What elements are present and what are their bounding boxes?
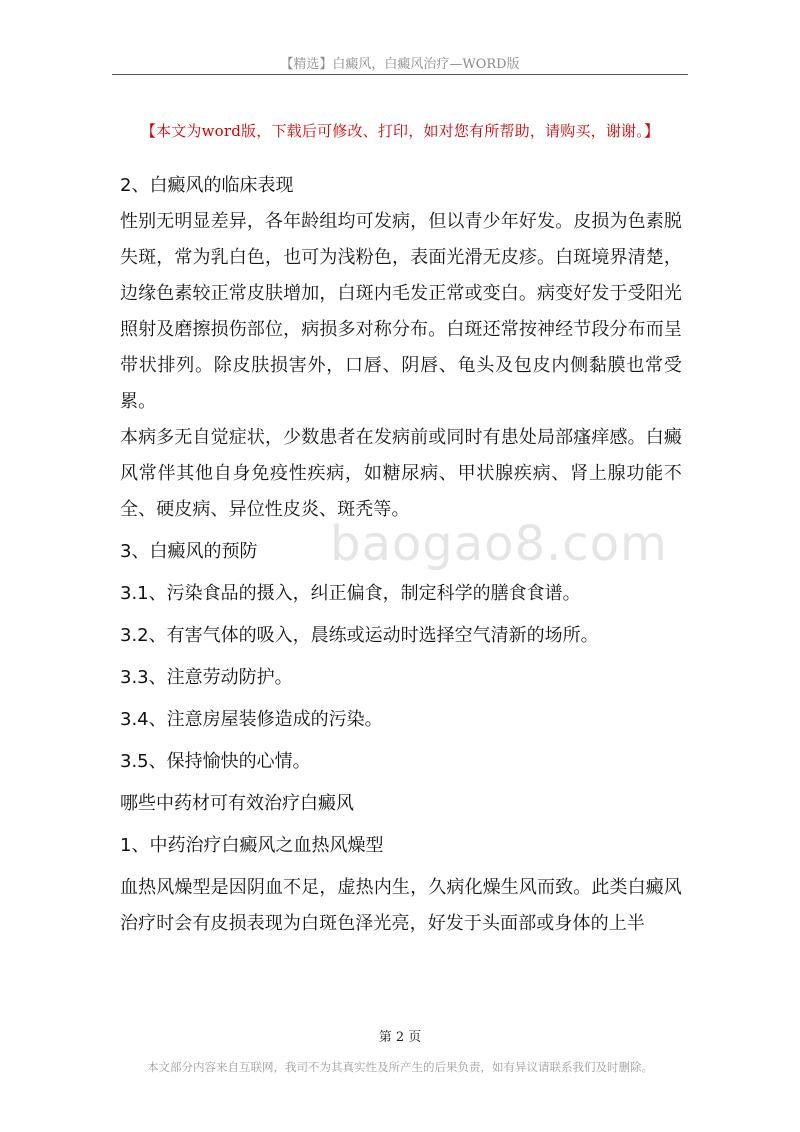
herbs-subsection-1-paragraph: 血热风燥型是因阴血不足，虚热内生，久病化燥生风而致。此类白癜风治疗时会有皮损表现为白斑色泽光亮，好发于头面部或身体的上半 bbox=[120, 877, 682, 934]
section-2-paragraph-2: 本病多无自觉症状，少数患者在发病前或同时有患处局部瘙痒感。白癜风常伴其他自身免疫性疾病，如糖尿病、甲状腺疾病、肾上腺功能不全、硬皮病、异位性皮炎、斑秃等。 bbox=[120, 427, 682, 520]
prevention-item-4: 3.4、注意房屋装修造成的污染。 bbox=[120, 709, 383, 730]
page-number: 第 2 页 bbox=[378, 1030, 422, 1045]
herbs-section-title: 哪些中药材可有效治疗白癜风 bbox=[120, 793, 354, 814]
document-header: 【精选】白癜风，白癜风治疗—WORD版 bbox=[280, 57, 520, 72]
prevention-item-3: 3.3、注意劳动防护。 bbox=[120, 667, 293, 688]
purchase-notice: 【本文为word版，下载后可修改、打印，如对您有所帮助，请购买，谢谢。】 bbox=[140, 122, 660, 140]
prevention-item-1: 3.1、污染食品的摄入，纠正偏食，制定科学的膳食食谱。 bbox=[120, 583, 581, 604]
footer-disclaimer: 本文部分内容来自互联网，我司不为其真实性及所产生的后果负责，如有异议请联系我们及时删除。 bbox=[147, 1060, 653, 1074]
section-2-title: 2、白癜风的临床表现 bbox=[120, 175, 294, 196]
document-body bbox=[120, 168, 682, 942]
prevention-item-2: 3.2、有害气体的吸入，晨练或运动时选择空气清新的场所。 bbox=[120, 625, 599, 646]
section-2-paragraph-1: 性别无明显差异，各年龄组均可发病，但以青少年好发。皮损为色素脱失斑，常为乳白色，也可为浅粉色，表面光滑无皮疹。白斑境界清楚，边缘色素较正常皮肤增加，白斑内毛发正常或变白。病变好发于受阳光照射及磨擦损伤部位，病损多对称分布。白斑还常按神经节段分布而呈带状排列。除皮肤损害外，口唇、阴唇、龟头及包皮内侧黏膜也常受累。 bbox=[120, 211, 682, 412]
herbs-subsection-1-title: 1、中药治疗白癜风之血热风燥型 bbox=[120, 835, 384, 856]
prevention-item-5: 3.5、保持愉快的心情。 bbox=[120, 751, 311, 772]
section-3-title: 3、白癜风的预防 bbox=[120, 541, 258, 562]
header-divider bbox=[112, 74, 688, 75]
watermark: baogao8.com bbox=[330, 516, 668, 572]
